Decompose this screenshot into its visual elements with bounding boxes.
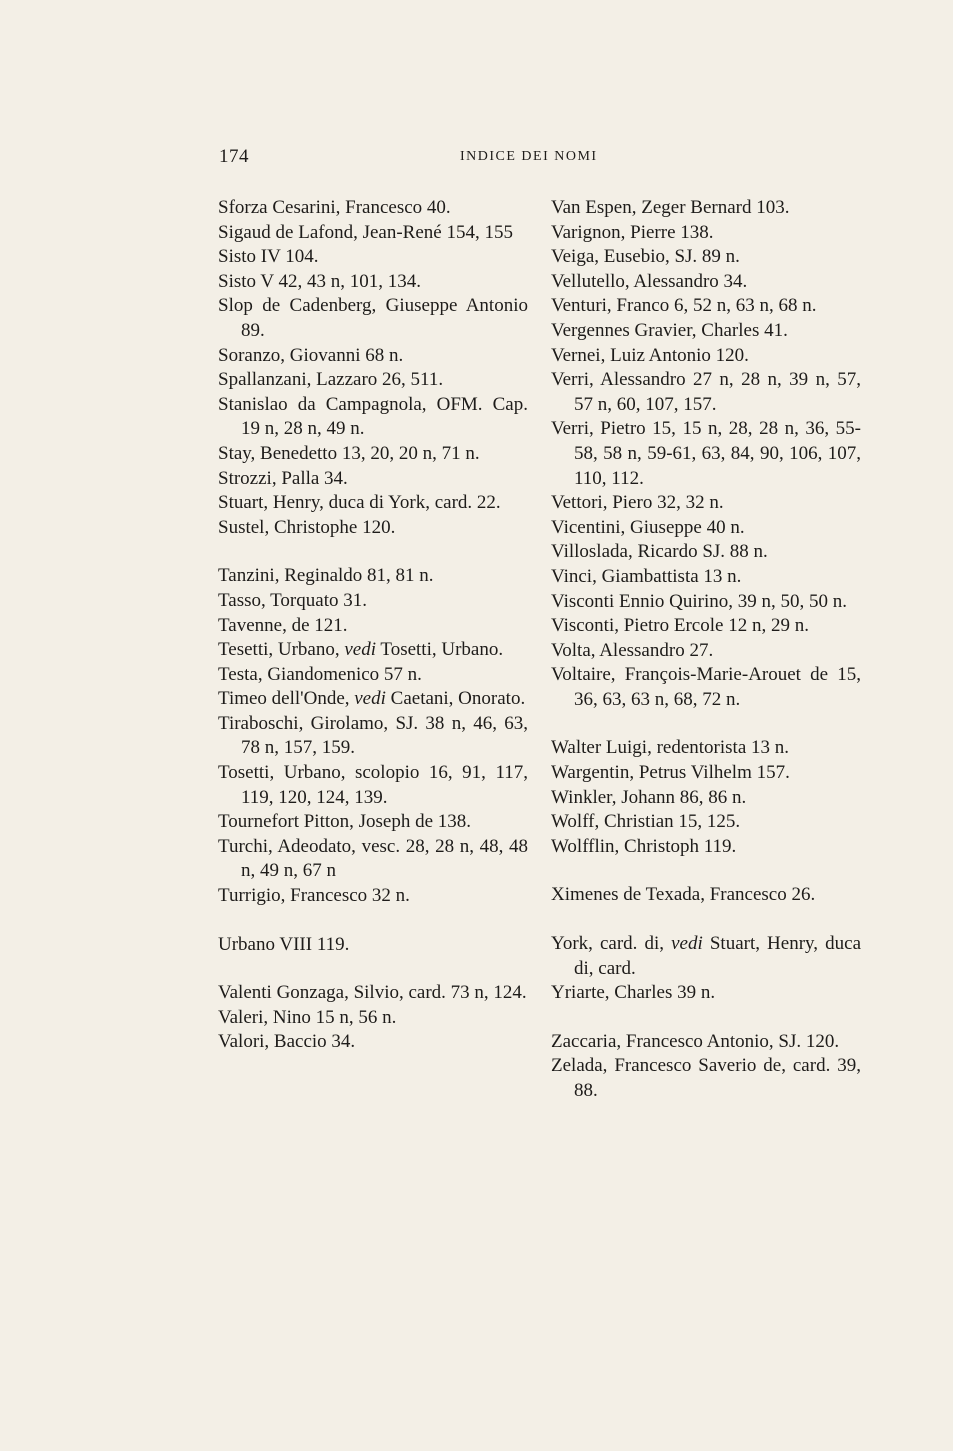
index-entry xyxy=(551,319,861,344)
index-entry-text: Sforza Cesarini, Francesco 40. xyxy=(218,197,451,218)
index-entry-text: Tesetti, Urbano, xyxy=(218,639,345,661)
index-entry-text: Valori, Baccio 34. xyxy=(218,1031,356,1053)
index-entry-text: Visconti Ennio Quirino, 39 n, 50, 50 n. xyxy=(551,590,847,612)
index-entry-text: Zelada, Francesco Saverio de, card. 39, 88. xyxy=(551,1055,861,1101)
index-column-right xyxy=(551,196,861,1104)
index-entry-text: Tavenne, de 121. xyxy=(218,614,348,636)
index-entry xyxy=(551,614,861,639)
index-entry xyxy=(551,663,861,712)
index-entry-text: Vicentini, Giuseppe 40 n. xyxy=(551,516,745,538)
running-title: INDICE DEI NOMI xyxy=(460,149,598,164)
index-entry xyxy=(218,344,528,369)
index-entry xyxy=(218,884,528,909)
index-entry xyxy=(218,393,528,442)
index-entry xyxy=(551,245,861,270)
index-entry-text: Tasso, Torquato 31. xyxy=(218,589,367,611)
index-entry-text: Sustel, Christophe 120. xyxy=(218,516,396,538)
cross-reference-vedi: vedi xyxy=(344,639,377,661)
index-entry-text: Vinci, Giambattista 13 n. xyxy=(551,565,742,587)
index-entry-text: Wolff, Christian 15, 125. xyxy=(551,811,741,833)
index-entry-text: Tournefort Pitton, Joseph de 138. xyxy=(218,811,472,833)
index-entry xyxy=(218,712,528,761)
index-entry xyxy=(218,810,528,835)
index-entry xyxy=(551,417,861,491)
index-entry-text: Stuart, Henry, duca di York, card. 22. xyxy=(218,492,501,514)
index-entry xyxy=(218,687,528,712)
index-entry xyxy=(551,810,861,835)
index-entry-text: Slop de Cadenberg, Giuseppe Antonio 89. xyxy=(218,295,528,341)
index-entry xyxy=(218,564,528,589)
index-entry xyxy=(218,933,528,958)
index-entry-text: Villoslada, Ricardo SJ. 88 n. xyxy=(551,541,768,563)
index-entry-text: Vellutello, Alessandro 34. xyxy=(551,270,748,292)
index-entry-text: Valeri, Nino 15 n, 56 n. xyxy=(218,1006,397,1028)
index-entry-text: Tosetti, Urbano, scolopio 16, 91, 117, 119, 120, 124, 139. xyxy=(218,762,528,808)
index-entry-text: Visconti, Pietro Ercole 12 n, 29 n. xyxy=(551,615,809,637)
index-entry xyxy=(551,368,861,417)
index-entry-text: Vergennes Gravier, Charles 41. xyxy=(551,319,788,341)
index-entry xyxy=(218,294,528,343)
index-entry-text: Vernei, Luiz Antonio 120. xyxy=(551,344,749,366)
index-entry xyxy=(218,589,528,614)
index-entry xyxy=(218,368,528,393)
index-entry-text: Ximenes de Texada, Francesco 26. xyxy=(551,884,816,906)
index-entry xyxy=(218,196,528,221)
index-entry xyxy=(218,491,528,516)
index-entry xyxy=(551,835,861,860)
index-entry-text: Vettori, Piero 32, 32 n. xyxy=(551,492,724,514)
index-entry xyxy=(551,639,861,664)
index-entry xyxy=(551,761,861,786)
index-entry-text: Testa, Giandomenico 57 n. xyxy=(218,663,422,685)
index-entry-text: Strozzi, Palla 34. xyxy=(218,467,348,489)
index-entry xyxy=(218,614,528,639)
index-entry xyxy=(218,835,528,884)
index-entry-text: Tiraboschi, Girolamo, SJ. 38 n, 46, 63, 78 n, 157, 159. xyxy=(218,712,528,759)
index-entry-text: Turchi, Adeodato, vesc. 28, 28 n, 48, 48 n, 49 n, 67 n xyxy=(218,835,528,882)
index-entry xyxy=(218,442,528,467)
index-entry-text: Wargentin, Petrus Vilhelm 157. xyxy=(551,762,790,784)
index-entry xyxy=(218,1030,528,1055)
index-entry-text: Veiga, Eusebio, SJ. 89 n. xyxy=(551,246,740,268)
index-entry xyxy=(551,932,861,981)
index-entry xyxy=(551,1030,861,1055)
index-entry xyxy=(551,516,861,541)
index-entry xyxy=(551,883,861,908)
index-entry-text: Urbano VIII 119. xyxy=(218,933,350,955)
index-entry-text: Stanislao da Campagnola, OFM. Cap. 19 n, 28 n, 49 n. xyxy=(218,393,528,440)
index-entry-text: Sisto IV 104. xyxy=(218,246,319,268)
cross-reference-vedi: vedi xyxy=(671,933,703,955)
index-entry xyxy=(551,981,861,1006)
index-entry xyxy=(218,761,528,810)
index-entry-text: Tanzini, Reginaldo 81, 81 n. xyxy=(218,565,434,587)
index-entry-text: Varignon, Pierre 138. xyxy=(551,221,714,243)
index-entry-text: Van Espen, Zeger Bernard 103. xyxy=(551,197,790,218)
index-entry-text: Sisto V 42, 43 n, 101, 134. xyxy=(218,270,422,292)
index-entry-text: Volta, Alessandro 27. xyxy=(551,639,714,661)
index-entry xyxy=(551,344,861,369)
index-column-left xyxy=(218,196,528,1055)
index-entry xyxy=(551,196,861,221)
index-entry xyxy=(551,590,861,615)
index-entry xyxy=(551,540,861,565)
index-entry xyxy=(551,270,861,295)
index-entry xyxy=(218,516,528,541)
index-entry xyxy=(218,270,528,295)
index-entry xyxy=(551,565,861,590)
index-entry-text: Spallanzani, Lazzaro 26, 511. xyxy=(218,369,444,391)
index-entry-text: Walter Luigi, redentorista 13 n. xyxy=(551,737,790,759)
index-entry-text-continued: Stuart, Henry, duca di, card. xyxy=(574,933,861,979)
index-entry-text: Turrigio, Francesco 32 n. xyxy=(218,885,410,907)
index-entry-text: Valenti Gonzaga, Silvio, card. 73 n, 124. xyxy=(218,982,527,1004)
index-entry-text: Verri, Alessandro 27 n, 28 n, 39 n, 57, 57 n, 60, 107, 157. xyxy=(551,369,861,415)
index-entry-text: Zaccaria, Francesco Antonio, SJ. 120. xyxy=(551,1030,840,1052)
index-entry xyxy=(218,663,528,688)
index-entry-text-continued: Tosetti, Urbano. xyxy=(376,639,504,661)
index-entry xyxy=(218,638,528,663)
index-entry-text-continued: Caetani, Onorato. xyxy=(385,688,526,710)
index-entry-text: Venturi, Franco 6, 52 n, 63 n, 68 n. xyxy=(551,295,817,317)
index-entry-text: Soranzo, Giovanni 68 n. xyxy=(218,344,404,366)
index-entry xyxy=(218,221,528,246)
index-entry-text: York, card. di, xyxy=(551,933,672,955)
index-entry xyxy=(218,245,528,270)
index-entry xyxy=(551,1054,861,1103)
index-entry-text: Timeo dell'Onde, xyxy=(218,688,355,710)
index-entry xyxy=(551,294,861,319)
index-entry xyxy=(218,1006,528,1031)
index-entry xyxy=(551,786,861,811)
index-entry-text: Verri, Pietro 15, 15 n, 28, 28 n, 36, 55-58, 58 n, 59-61, 63, 84, 90, 106, 107, 110, 112. xyxy=(551,418,861,489)
index-entry xyxy=(551,221,861,246)
index-entry xyxy=(551,491,861,516)
cross-reference-vedi: vedi xyxy=(354,688,386,710)
page-number: 174 xyxy=(219,146,249,167)
index-entry-text: Voltaire, François-Marie-Arouet de 15, 36, 63, 63 n, 68, 72 n. xyxy=(551,664,861,710)
index-entry-text: Stay, Benedetto 13, 20, 20 n, 71 n. xyxy=(218,442,480,464)
index-entry-text: Winkler, Johann 86, 86 n. xyxy=(551,786,747,808)
index-entry-text: Sigaud de Lafond, Jean-René 154, 155 xyxy=(218,221,513,243)
index-entry xyxy=(551,736,861,761)
index-entry-text: Yriarte, Charles 39 n. xyxy=(551,982,716,1004)
index-entry xyxy=(218,981,528,1006)
index-entry-text: Wolfflin, Christoph 119. xyxy=(551,835,737,857)
index-entry xyxy=(218,467,528,492)
